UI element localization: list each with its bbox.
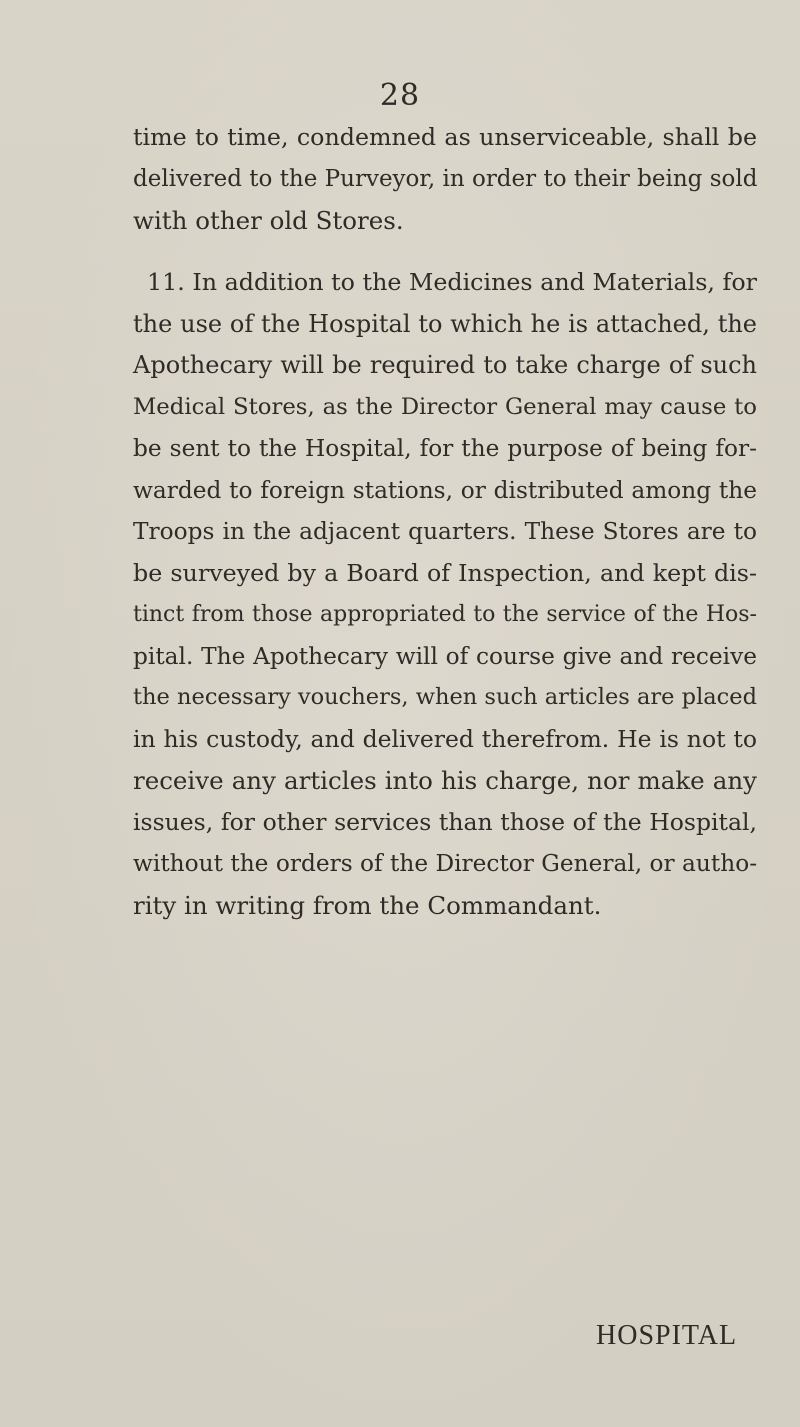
text-line: delivered to the Purveyor, in order to their being sold (133, 165, 758, 192)
text-line: without the orders of the Director General, or autho- (133, 850, 758, 877)
text-line: issues, for other services than those of the Hospital, (133, 807, 757, 836)
paragraph-section-11 (133, 262, 757, 926)
text-line: the necessary vouchers, when such articles are placed (133, 684, 757, 710)
text-line: time to time, condemned as unserviceable, shall be (133, 123, 757, 151)
text-line: Apothecary will be required to take charge of such (133, 351, 757, 379)
text-line: be surveyed by a Board of Inspection, and kept dis- (133, 558, 757, 587)
paragraph-continuation (133, 117, 757, 242)
text-line: in his custody, and delivered therefrom. He is not to (133, 724, 757, 753)
text-line: tinct from those appropriated to the service of the Hos- (133, 602, 757, 627)
text-line: with other old Stores. (133, 206, 404, 235)
text-line: Troops in the adjacent quarters. These Stores are to (133, 518, 757, 545)
text-line: 11. In addition to the Medicines and Materials, for (147, 268, 757, 296)
text-line: warded to foreign stations, or distributed among the (133, 476, 757, 504)
text-line: pital. The Apothecary will of course give and receive (133, 642, 757, 670)
page-number: 28 (379, 78, 421, 113)
text-line: receive any articles into his charge, nor make any (133, 766, 757, 795)
text-line: Medical Stores, as the Director General may cause to (133, 393, 757, 420)
text-line: rity in writing from the Commandant. (133, 890, 602, 920)
catchword: HOSPITAL (596, 1320, 738, 1351)
text-line: be sent to the Hospital, for the purpose of being for- (133, 435, 757, 462)
text-line: the use of the Hospital to which he is attached, the (133, 309, 757, 338)
